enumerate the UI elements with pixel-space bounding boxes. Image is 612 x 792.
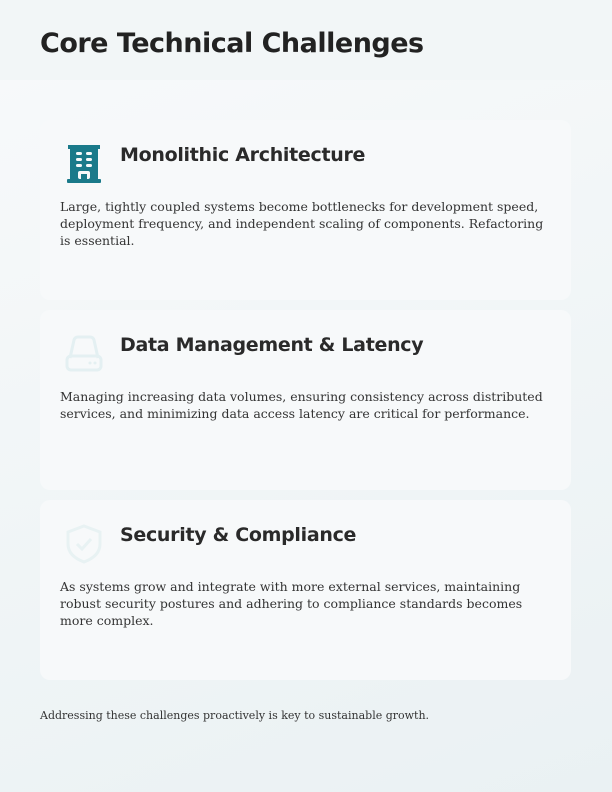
shield-check-icon [62, 522, 106, 566]
card-text: As systems grow and integrate with more external services, maintaining robust security postures and adhering to compliance standards becomes more complex. [60, 579, 523, 628]
card-monolithic [40, 120, 571, 300]
card-text: Managing increasing data volumes, ensuring consistency across distributed services, and minimizing data access latency are critical for performance. [60, 389, 543, 421]
hard-drive-icon [62, 332, 106, 376]
page-title: Core Technical Challenges [40, 28, 424, 59]
card-title: Monolithic Architecture [120, 144, 366, 166]
footer-note: Addressing these challenges proactively is key to sustainable growth. [40, 709, 430, 722]
card-data-management [40, 310, 571, 490]
building-icon [62, 142, 106, 186]
card-title: Data Management & Latency [120, 334, 424, 356]
card-text: Large, tightly coupled systems become bottlenecks for development speed, deployment frequency, and independent scaling of components. Refactoring is essential. [60, 199, 544, 248]
card-title: Security & Compliance [120, 524, 357, 546]
card-security [40, 500, 571, 680]
